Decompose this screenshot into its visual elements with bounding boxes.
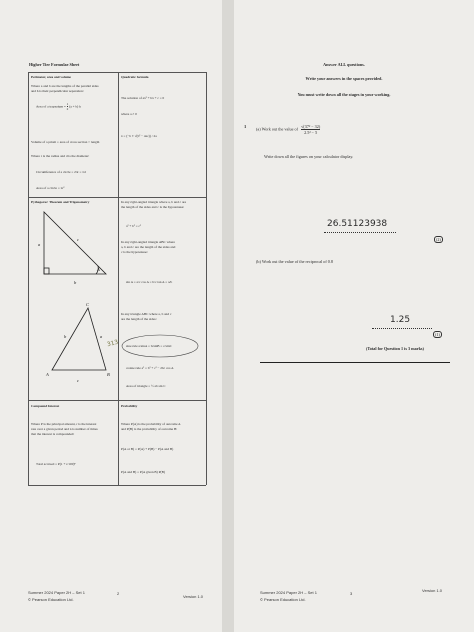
prism-formula: Volume of a prism = area of cross section × length <box>31 140 100 144</box>
label-a: a <box>38 242 41 247</box>
fraction-denominator: 2.5² − 5 <box>304 130 318 136</box>
question-1a-instruction: Write down all the figures on your calculator display. <box>264 154 354 159</box>
label-side-c: c <box>77 378 79 383</box>
table-row-divider-1 <box>28 197 206 198</box>
answer-1a-handwritten: 26.51123938 <box>327 219 388 229</box>
question-1b-marks: (1) <box>435 332 440 337</box>
table-left-border <box>28 72 29 485</box>
triangle-area-formula: Area of triangle = ½ ab sin C <box>126 384 166 388</box>
perimeter-text: and h is their perpendicular separation: <box>31 89 84 93</box>
circle-intro: Where r is the radius and d is the diameter: <box>31 154 90 158</box>
trapezium-label: Area of a trapezium = <box>36 104 66 109</box>
perimeter-text: Where a and b are the lengths of the parallel sides <box>31 84 99 88</box>
table-right-border <box>206 72 207 485</box>
compound-text: Where P is the principal amount, r is the interest <box>31 422 97 426</box>
formulae-sheet-page <box>0 0 222 632</box>
trig-text: c is the hypotenuse: <box>121 250 148 254</box>
instruction-show-working: You must write down all the stages in your working. <box>297 92 391 97</box>
right-triangle <box>44 212 106 274</box>
quadratic-title: Quadratic formula <box>121 75 149 79</box>
probability-or-formula: P(A or B) = P(A) + P(B) − P(A and B) <box>121 447 174 451</box>
trapezium-rhs: (a + b) h <box>69 104 81 109</box>
trig-text: In any right-angled triangle ABC where <box>121 240 175 244</box>
question-1a-marks: (2) <box>436 237 441 242</box>
probability-text: and P(B) is the probability of outcome B: <box>121 427 178 431</box>
cosine-rule: cosine rule a² = b² + c² − 2bc cos A <box>126 366 174 370</box>
pythagoras-text: In any right-angled triangle where a, b and c are <box>121 200 187 204</box>
sine-rule-text: In any triangle ABC where a, b and c <box>121 312 172 316</box>
label-side-b: b <box>64 334 67 339</box>
footer-copyright: © Pearson Education Ltd. <box>260 597 306 602</box>
handwritten-circle <box>120 333 200 359</box>
probability-title: Probability <box>121 404 138 408</box>
probability-and-formula: P(A and B) = P(A given B) P(B) <box>121 470 166 474</box>
quadratic-text: where a ≠ 0 <box>121 112 137 116</box>
instruction-write-answers: Write your answers in the spaces provided. <box>305 76 383 81</box>
table-top-border <box>28 72 206 73</box>
pythagoras-equation: a² + b² = c² <box>126 224 141 228</box>
quadratic-text: The solution of ax² + bx + c = 0 <box>121 96 165 100</box>
pythagoras-title: Pythagoras' Theorem and Trigonometry <box>31 200 90 204</box>
fraction-numerator: √(37² − 32) <box>301 124 321 129</box>
label-b: b <box>74 280 77 285</box>
triangle-diagrams <box>30 206 118 396</box>
question-1a-label: (a) Work out the value of <box>256 126 299 132</box>
compound-text: rate over a given period and n is number of times <box>31 427 98 431</box>
compound-formula: Total accrued = P(1 + r/100)ⁿ <box>36 462 76 466</box>
perimeter-title: Perimeter, area and volume <box>31 75 71 79</box>
circumference-formula: Circumference of a circle = 2πr = πd <box>36 170 86 174</box>
general-triangle <box>52 308 106 370</box>
question-end-rule <box>260 362 450 363</box>
right-angle-mark <box>44 268 49 274</box>
label-angle-a: A <box>97 267 100 272</box>
circle-area-formula: Area of a circle = πr² <box>36 186 65 190</box>
footer-copyright: © Pearson Education Ltd. <box>28 597 74 602</box>
label-vertex-b: B <box>107 372 110 377</box>
answer-1a-line <box>324 232 396 233</box>
question-1a <box>256 124 320 135</box>
formulae-header: Higher Tier Formulae Sheet <box>29 62 80 67</box>
trig-ratios: sin A = a/c cos A = b/c tan A = a/b <box>126 280 173 284</box>
footer-version: Version 1.0 <box>183 594 204 599</box>
question-number: 1 <box>244 124 247 129</box>
label-c: c <box>77 237 79 242</box>
question-page <box>234 0 474 632</box>
footer-version: Version 1.0 <box>422 588 443 593</box>
quadratic-formula: x = (−b ± √(b² − 4ac)) / 2a <box>121 134 157 138</box>
compound-text: that the interest is compounded: <box>31 432 75 436</box>
instruction-answer-all: Answer ALL questions. <box>323 62 365 67</box>
answer-1b-line <box>372 328 432 329</box>
question-1a-fraction <box>301 124 320 135</box>
table-bottom-border <box>28 485 206 486</box>
footer-series: Summer 2024 Paper 2H – Set 1 <box>260 590 317 595</box>
question-1-total: (Total for Question 1 is 3 marks) <box>366 346 424 351</box>
compound-title: Compound Interest <box>31 404 60 408</box>
sine-rule: sine rule a/sinA = b/sinB = c/sinC <box>126 344 172 348</box>
page-gutter <box>222 0 234 632</box>
page-number: 3 <box>350 591 353 596</box>
sine-rule-text: are the length of the sides: <box>121 317 157 321</box>
handwritten-note: 313 <box>106 338 120 349</box>
answer-1b-handwritten: 1.25 <box>390 315 411 325</box>
half-fraction: $\frac{1}{2}$ <box>66 102 69 112</box>
pythagoras-text: the length of the sides and c is the hypotenuse: <box>121 205 185 209</box>
question-1b: (b) Work out the value of the reciprocal of 0.8 <box>256 259 334 264</box>
label-vertex-c: C <box>86 302 90 307</box>
footer-series: Summer 2024 Paper 2H – Set 1 <box>28 590 85 595</box>
table-column-divider <box>118 72 119 485</box>
probability-text: Where P(A) is the probability of outcome A <box>121 422 181 426</box>
page-number: 2 <box>117 591 120 596</box>
trapezium-formula <box>36 102 81 111</box>
table-row-divider-2 <box>28 400 206 401</box>
label-side-a: a <box>100 334 103 339</box>
trig-text: a, b and c are the length of the sides and <box>121 245 176 249</box>
label-vertex-a: A <box>46 372 49 377</box>
